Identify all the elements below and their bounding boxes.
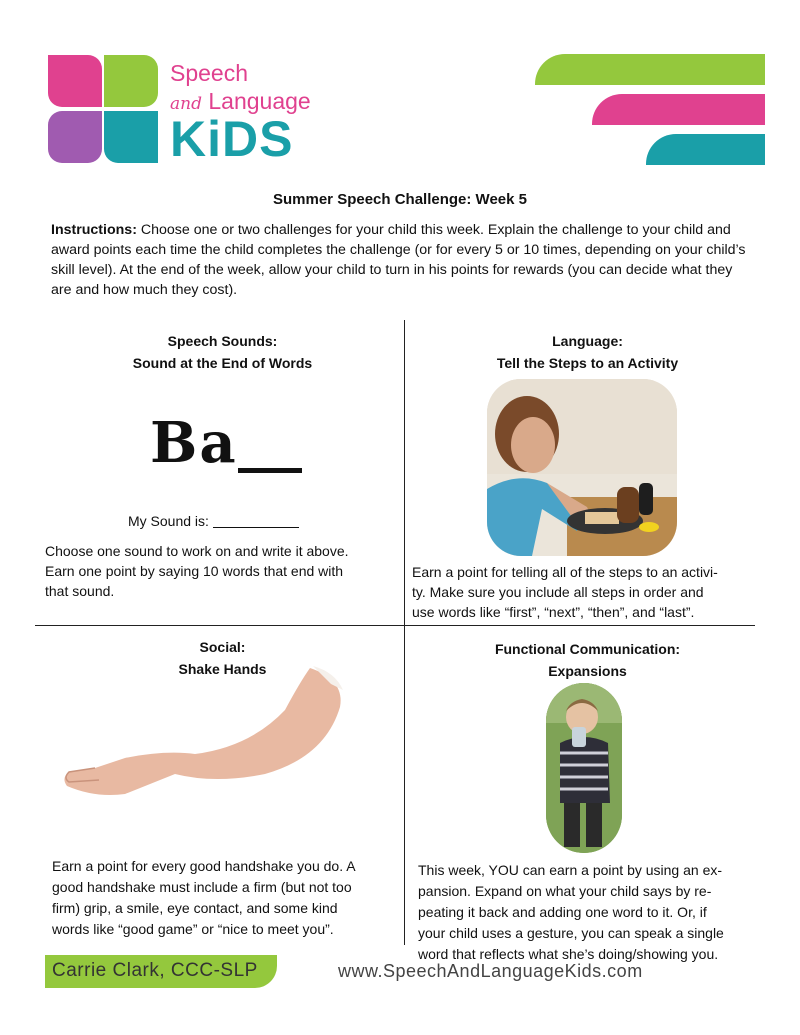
speech-heading-2: Sound at the End of Words [132, 355, 313, 371]
logo-text-language-word: Language [208, 88, 311, 114]
horizontal-divider [35, 625, 755, 626]
social-text-line: firm) grip, a smile, eye contact, and some kind [52, 900, 338, 916]
my-sound-label: My Sound is: [128, 513, 209, 529]
functional-heading [405, 638, 770, 682]
vertical-divider [404, 320, 405, 945]
social-heading-2: Shake Hands [178, 661, 267, 677]
logo-text-and: and [170, 94, 202, 114]
logo-icon [48, 55, 158, 163]
language-text-line: use words like “first”, “next”, “then”, and “last”. [412, 604, 695, 620]
social-heading-1: Social: [199, 639, 246, 655]
speech-text [45, 541, 405, 601]
outstretched-hand-photo [55, 662, 355, 807]
functional-text-line: pansion. Expand on what your child says by re- [418, 883, 712, 899]
social-text [52, 856, 407, 940]
logo-text-speech: Speech [170, 60, 249, 86]
instructions-label: Instructions: [51, 222, 137, 238]
language-heading [405, 330, 770, 374]
social-text-line: Earn a point for every good handshake you do. A [52, 858, 356, 874]
functional-heading-2: Expansions [548, 663, 627, 679]
author-name: Carrie Clark, CCC-SLP [52, 960, 258, 981]
language-heading-1: Language: [552, 333, 623, 349]
language-text-line: ty. Make sure you include all steps in order and [412, 584, 704, 600]
functional-text-line: This week, YOU can earn a point by using an ex- [418, 862, 723, 878]
stripe-teal [646, 134, 765, 165]
functional-heading-1: Functional Communication: [494, 641, 681, 657]
functional-text-line: peating it back and adding one word to it. Or, if [418, 904, 707, 920]
language-heading-2: Tell the Steps to an Activity [496, 355, 679, 371]
speech-heading-1: Speech Sounds: [167, 333, 278, 349]
big-ba-text: Ba [150, 410, 238, 476]
website-url[interactable]: www.SpeechAndLanguageKids.com [338, 961, 643, 981]
functional-text-line: your child uses a gesture, you can speak a single [418, 925, 724, 941]
my-sound-blank[interactable] [213, 513, 299, 528]
language-text-line: Earn a point for telling all of the steps to an activi- [412, 564, 718, 580]
speech-text-line: that sound. [45, 583, 115, 599]
speech-text-line: Choose one sound to work on and write it above. [45, 543, 349, 559]
boy-drinking-photo [546, 683, 622, 853]
language-text [412, 562, 767, 622]
instructions-text: Choose one or two challenges for your child this week. Explain the challenge to your child and award points each time the child completes the challenge (or for every 5 or 10 times, depending on your child’s skill level). At the end of the week, allow your child to turn in his points for rewards (you can decide what they are and how much they cost). [51, 222, 746, 298]
page-title: Summer Speech Challenge: Week 5 [273, 191, 527, 208]
functional-text [418, 860, 768, 965]
logo-text-kids: KiDS [170, 111, 294, 167]
ba-blank-line [238, 468, 302, 473]
instructions [51, 220, 751, 300]
functional-text-line: word that reflects what she’s doing/showing you. [418, 946, 719, 962]
social-text-line: good handshake must include a firm (but not too [52, 879, 352, 895]
speech-heading [45, 330, 400, 374]
social-text-line: words like “good game” or “nice to meet you”. [52, 921, 334, 937]
woman-making-sandwich-photo [487, 379, 677, 556]
stripe-green [535, 54, 765, 85]
my-sound-line [128, 513, 299, 529]
stripe-pink [592, 94, 765, 125]
speech-text-line: Earn one point by saying 10 words that end with [45, 563, 344, 579]
